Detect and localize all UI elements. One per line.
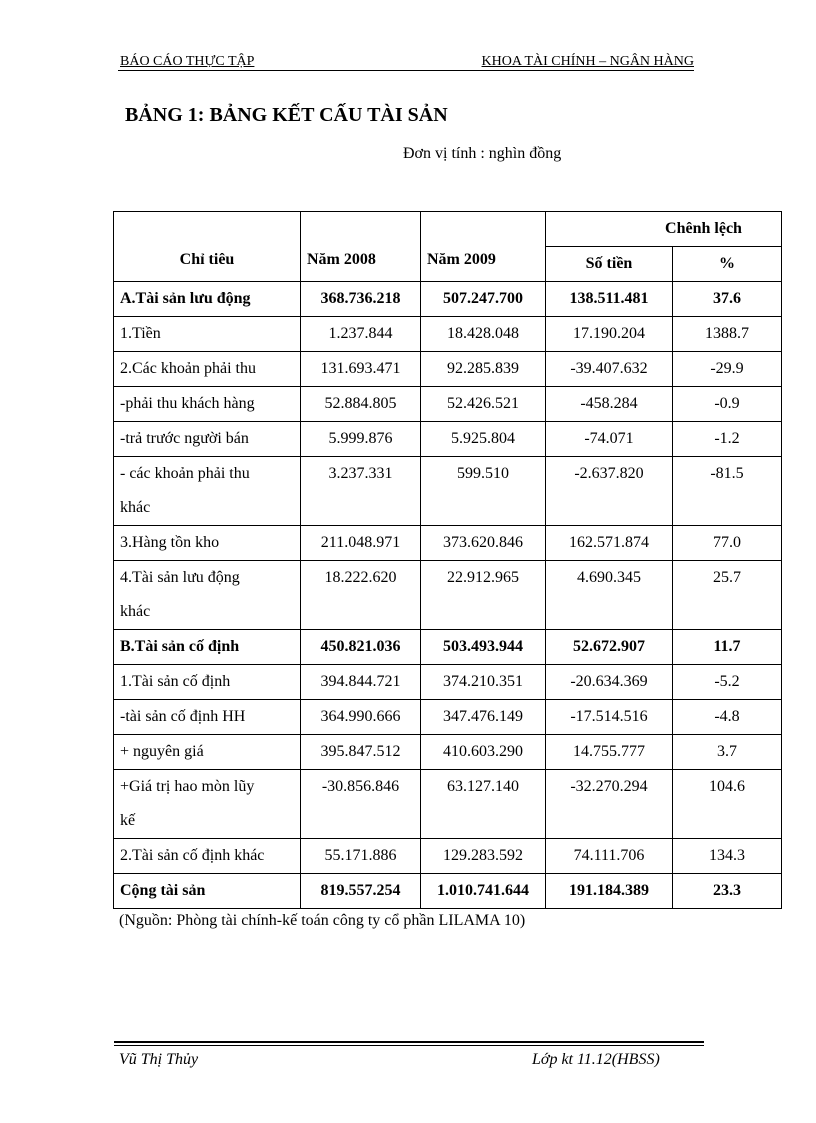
table-row [114, 839, 782, 874]
table-row [114, 422, 782, 457]
table-row [114, 630, 782, 665]
cell-amount: -2.637.820 [546, 457, 673, 526]
table-row [114, 317, 782, 352]
row-label: + nguyên giá [114, 735, 301, 770]
cell-amount: 14.755.777 [546, 735, 673, 770]
cell-percent: 25.7 [673, 561, 782, 630]
cell-percent: 23.3 [673, 874, 782, 909]
cell-2008: 368.736.218 [301, 282, 421, 317]
header-difference: Chênh lệch [546, 212, 782, 247]
row-label-line1: 4.Tài sản lưu động [120, 569, 240, 586]
row-label [114, 561, 301, 630]
cell-2009: 373.620.846 [421, 526, 546, 561]
cell-2008: 450.821.036 [301, 630, 421, 665]
cell-amount: 138.511.481 [546, 282, 673, 317]
cell-2009: 22.912.965 [421, 561, 546, 630]
row-label: Cộng tài sản [114, 874, 301, 909]
cell-percent: -4.8 [673, 700, 782, 735]
row-label: A.Tài sản lưu động [114, 282, 301, 317]
cell-2009: 1.010.741.644 [421, 874, 546, 909]
cell-2008: 55.171.886 [301, 839, 421, 874]
header-indicator: Chỉ tiêu [114, 212, 301, 282]
cell-amount: 4.690.345 [546, 561, 673, 630]
cell-2009: 18.428.048 [421, 317, 546, 352]
cell-2008: -30.856.846 [301, 770, 421, 839]
cell-2008: 819.557.254 [301, 874, 421, 909]
cell-percent: 37.6 [673, 282, 782, 317]
row-label: 1.Tiền [114, 317, 301, 352]
footer-class: Lớp kt 11.12(HBSS) [532, 1051, 660, 1068]
table-row [114, 735, 782, 770]
cell-amount: -39.407.632 [546, 352, 673, 387]
cell-amount: -458.284 [546, 387, 673, 422]
cell-amount: -20.634.369 [546, 665, 673, 700]
cell-2008: 395.847.512 [301, 735, 421, 770]
cell-percent: -5.2 [673, 665, 782, 700]
row-label: 2.Các khoản phải thu [114, 352, 301, 387]
cell-2009: 92.285.839 [421, 352, 546, 387]
table-row [114, 770, 782, 839]
page-header [118, 52, 694, 71]
table-row [114, 561, 782, 630]
cell-2008: 364.990.666 [301, 700, 421, 735]
row-label [114, 457, 301, 526]
header-year-2009: Năm 2009 [421, 212, 546, 282]
cell-2009: 129.283.592 [421, 839, 546, 874]
row-label: 1.Tài sản cố định [114, 665, 301, 700]
cell-percent: 134.3 [673, 839, 782, 874]
cell-2008: 211.048.971 [301, 526, 421, 561]
cell-percent: -1.2 [673, 422, 782, 457]
row-label-line2: khác [120, 499, 151, 516]
row-label [114, 770, 301, 839]
table-row [114, 700, 782, 735]
table-row [114, 387, 782, 422]
row-label-line1: - các khoản phải thu [120, 465, 250, 482]
header-right: KHOA TÀI CHÍNH – NGÂN HÀNG [481, 54, 694, 69]
cell-percent: 77.0 [673, 526, 782, 561]
header-percent: % [673, 247, 782, 282]
cell-percent: 11.7 [673, 630, 782, 665]
cell-amount: -32.270.294 [546, 770, 673, 839]
cell-percent: 1388.7 [673, 317, 782, 352]
cell-amount: 162.571.874 [546, 526, 673, 561]
header-year-2008: Năm 2008 [301, 212, 421, 282]
row-label: -phải thu khách hàng [114, 387, 301, 422]
cell-2009: 347.476.149 [421, 700, 546, 735]
header-amount: Số tiền [546, 247, 673, 282]
table-row [114, 457, 782, 526]
cell-percent: 104.6 [673, 770, 782, 839]
cell-2008: 1.237.844 [301, 317, 421, 352]
cell-percent: -0.9 [673, 387, 782, 422]
cell-2009: 63.127.140 [421, 770, 546, 839]
table-row [114, 665, 782, 700]
cell-amount: 74.111.706 [546, 839, 673, 874]
row-label-line1: +Giá trị hao mòn lũy [120, 778, 255, 795]
cell-amount: 52.672.907 [546, 630, 673, 665]
table-row [114, 282, 782, 317]
cell-2008: 394.844.721 [301, 665, 421, 700]
cell-percent: 3.7 [673, 735, 782, 770]
cell-2009: 374.210.351 [421, 665, 546, 700]
cell-2008: 18.222.620 [301, 561, 421, 630]
cell-2008: 52.884.805 [301, 387, 421, 422]
cell-2009: 52.426.521 [421, 387, 546, 422]
footer-rule-thin [114, 1045, 704, 1046]
table-row [114, 352, 782, 387]
cell-percent: -81.5 [673, 457, 782, 526]
unit-note: Đơn vị tính : nghìn đồng [403, 145, 562, 162]
cell-amount: -17.514.516 [546, 700, 673, 735]
cell-2008: 3.237.331 [301, 457, 421, 526]
row-label: B.Tài sản cố định [114, 630, 301, 665]
footer-author: Vũ Thị Thủy [119, 1051, 199, 1068]
cell-amount: -74.071 [546, 422, 673, 457]
row-label-line2: kế [120, 812, 136, 829]
cell-2008: 131.693.471 [301, 352, 421, 387]
cell-2009: 599.510 [421, 457, 546, 526]
cell-2009: 503.493.944 [421, 630, 546, 665]
table-title: BẢNG 1: BẢNG KẾT CẤU TÀI SẢN [125, 104, 448, 126]
row-label: 2.Tài sản cố định khác [114, 839, 301, 874]
row-label-line2: khác [120, 603, 151, 620]
cell-2008: 5.999.876 [301, 422, 421, 457]
table-row [114, 526, 782, 561]
cell-amount: 17.190.204 [546, 317, 673, 352]
row-label: -trả trước người bán [114, 422, 301, 457]
footer-rule [114, 1041, 704, 1043]
cell-2009: 507.247.700 [421, 282, 546, 317]
source-note: (Nguồn: Phòng tài chính-kế toán công ty cổ phần LILAMA 10) [119, 912, 526, 929]
cell-percent: -29.9 [673, 352, 782, 387]
header-left: BÁO CÁO THỰC TẬP [120, 54, 255, 69]
asset-structure-table [113, 211, 782, 909]
row-label: 3.Hàng tồn kho [114, 526, 301, 561]
cell-amount: 191.184.389 [546, 874, 673, 909]
table-row [114, 874, 782, 909]
cell-2009: 410.603.290 [421, 735, 546, 770]
cell-2009: 5.925.804 [421, 422, 546, 457]
row-label: -tài sản cố định HH [114, 700, 301, 735]
